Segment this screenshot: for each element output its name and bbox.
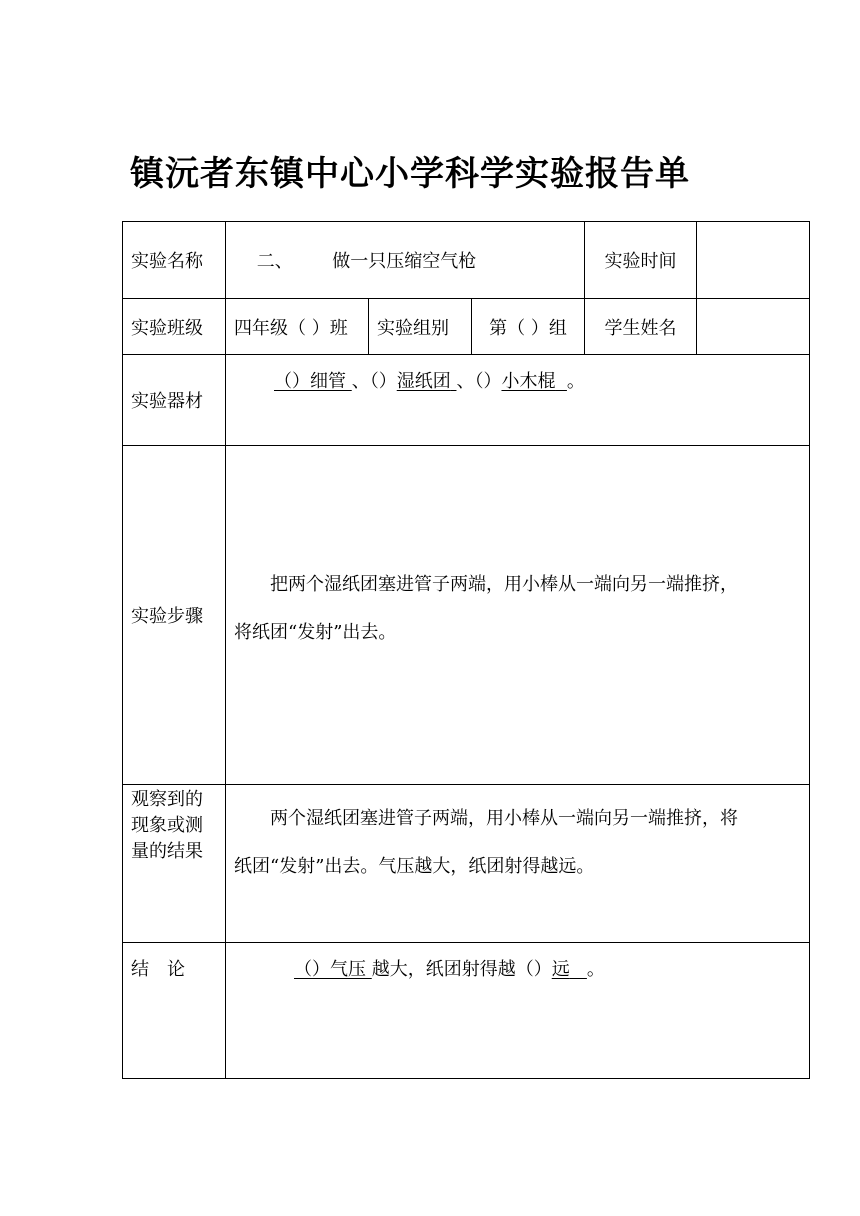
experiment-time-label: 实验时间: [585, 222, 697, 299]
experiment-name-value: 做一只压缩空气枪: [332, 251, 477, 272]
observations-text: [226, 795, 809, 891]
steps-text: [226, 561, 809, 657]
observations-cell: [226, 785, 810, 943]
row-experiment-materials: [123, 355, 810, 446]
experiment-steps-cell: [226, 446, 810, 785]
report-table: [122, 221, 810, 1079]
steps-line-1: 把两个湿纸团塞进管子两端，用小棒从一端向另一端推挤，: [270, 574, 738, 595]
material-item-3[interactable]: 小木棍: [501, 371, 556, 392]
experiment-materials-cell: [226, 355, 810, 446]
experiment-steps-label: 实验步骤: [123, 446, 226, 785]
material-item-1[interactable]: 细管: [310, 371, 346, 392]
conclusion-cell: [226, 943, 810, 1079]
experiment-time-value[interactable]: [697, 222, 810, 299]
row-observations: [123, 785, 810, 943]
experiment-class-value[interactable]: 四年级（ ）班: [226, 299, 369, 355]
student-name-label: 学生姓名: [585, 299, 697, 355]
experiment-number: 二、: [256, 251, 293, 272]
materials-line: [226, 355, 809, 393]
row-conclusion: [123, 943, 810, 1079]
row-experiment-name: [123, 222, 810, 299]
conclusion-blank-1[interactable]: 气压: [330, 959, 366, 980]
experiment-group-label: 实验组别: [369, 299, 472, 355]
materials-separator-1: 、（）: [351, 371, 397, 392]
experiment-group-value[interactable]: 第（ ）组: [472, 299, 585, 355]
experiment-name-label: 实验名称: [123, 222, 226, 299]
observations-line-2: 纸团“发射”出去。气压越大，纸团射得越远。: [234, 856, 595, 877]
observations-line-1: 两个湿纸团塞进管子两端，用小棒从一端向另一端推挤，将: [270, 808, 738, 829]
conclusion-end: 。: [586, 959, 605, 980]
experiment-name-cell: [226, 222, 585, 299]
conclusion-blank-2[interactable]: 远: [551, 959, 570, 980]
material-item-2[interactable]: 湿纸团: [396, 371, 451, 392]
observations-label: 观察到的现象或测量的结果: [131, 789, 203, 862]
row-experiment-steps: [123, 446, 810, 785]
page-title: 镇沅者东镇中心小学科学实验报告单: [130, 154, 690, 194]
conclusion-line: [226, 943, 809, 981]
conclusion-label: 结 论: [123, 943, 226, 1079]
observations-label-cell: [123, 785, 226, 943]
steps-line-2: 将纸团“发射”出去。: [234, 622, 397, 643]
materials-separator-2: 、（）: [456, 371, 502, 392]
experiment-materials-label: 实验器材: [123, 355, 226, 446]
row-experiment-class: [123, 299, 810, 355]
conclusion-bracket-1: （）: [294, 959, 330, 980]
experiment-class-label: 实验班级: [123, 299, 226, 355]
materials-bracket-1: （）: [274, 371, 310, 392]
materials-end: 。: [566, 371, 585, 392]
student-name-value[interactable]: [697, 299, 810, 355]
conclusion-middle: 越大，纸团射得越（）: [371, 959, 552, 980]
